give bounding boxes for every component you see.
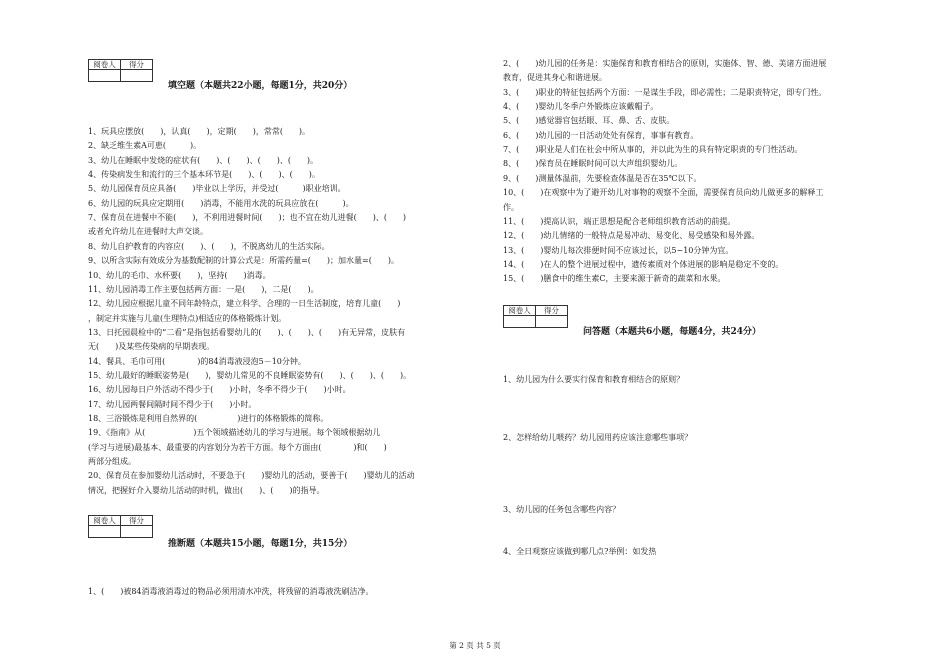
fill-question-line: 7、保育员在进餐中不能( )，不利用进餐时间( )；也不宜在幼儿进餐( )、( ) — [88, 213, 407, 223]
score-box-fill — [88, 59, 153, 82]
reviewer-label: 阅卷人 — [89, 516, 121, 526]
judge-question-line: 14、( )在人的整个进展过程中，遗传素质对个体进展的影响是稳定不变的。 — [503, 259, 784, 269]
fill-question-line: 13、日托园晨检中的“二看”是指包括看婴幼儿的( )、( )、( )有无异常，皮肤有 — [88, 327, 406, 337]
judge-question-line: 作。 — [503, 202, 519, 212]
fill-question-line: 9、以所含实际有效成分为基数配制的计算公式是：所需药量=( )；加水量=( )。 — [88, 256, 399, 266]
fill-question-line: 无( )及某些传染病的早期表现。 — [88, 342, 215, 352]
qa-question-line: 1、幼儿园为什么要实行保育和教育相结合的原则？ — [503, 375, 685, 384]
reviewer-cell — [89, 526, 121, 538]
judge-question-line: 15、( )膳食中的维生素C，主要来源于新奇的蔬菜和水果。 — [503, 274, 726, 284]
judge-question-line: 9、( )测量体温前，先要检查体温是否在35℃以下。 — [503, 173, 702, 183]
section-title-qa: 问答题（本题共6小题，每题4分，共24分） — [583, 327, 762, 337]
fill-question-line: 2、缺乏维生素A可患( )。 — [88, 141, 202, 151]
fill-question-line: 17、幼儿园两餐间隔时间不得少于( )小时。 — [88, 399, 257, 409]
reviewer-cell — [504, 316, 536, 328]
fill-question-line: 5、幼儿园保育员应具备( )毕业以上学历，并受过( )职业培训。 — [88, 184, 346, 194]
fill-question-line: 情况，把握好介入婴幼儿活动的时机，做出( )、( )的指导。 — [88, 485, 325, 495]
qa-question-line: 3、幼儿园的任务包含哪些内容？ — [503, 505, 621, 514]
judge-question-line: 8、( )保育员在睡眠时间可以大声组织婴幼儿。 — [503, 159, 683, 169]
score-cell — [121, 526, 153, 538]
section-title-judge: 推断题（本题共15小题，每题1分，共15分） — [168, 539, 353, 549]
fill-question-line: 6、幼儿园的玩具应定期用( )消毒，不能用水洗的玩具应放在( )。 — [88, 198, 354, 208]
fill-question-line: 20、保育员在参加婴幼儿活动时，不要急于( )婴幼儿的活动，要善于( )婴幼儿的活动 — [88, 471, 415, 481]
judge-question-line: 教育，促进其身心和谐进展。 — [503, 73, 607, 83]
judge-question-line: 3、( )职业的特征包括两个方面：一是谋生手段，即必需性；二是职责特定，即专门性。 — [503, 87, 827, 97]
reviewer-cell — [89, 70, 121, 82]
judge-question-line: 2、( )幼儿园的任务是：实施保育和教育相结合的原则，实施体、智、德、美诸方面进展 — [503, 59, 827, 68]
section-title-fill: 填空题（本题共22小题，每题1分，共20分） — [168, 81, 353, 91]
score-label: 得分 — [121, 60, 153, 70]
judge-question-1: 1、( )被84消毒液消毒过的物品必须用清水冲洗，将残留的消毒液洗刷洁净。 — [88, 587, 374, 596]
score-label: 得分 — [536, 306, 568, 316]
page-footer: 第 2 页 共 5 页 — [449, 641, 501, 650]
judge-question-line: 12、( )幼儿情绪的一般特点是易冲动、易变化、易受感染和易外露。 — [503, 231, 760, 241]
score-cell — [121, 70, 153, 82]
fill-question-line: 或者允许幼儿在进餐时大声交谈。 — [88, 227, 208, 237]
judge-question-line: 10、( )在观察中为了避开幼儿对事物的观察不全面，需要保育员向幼儿做更多的解释工 — [503, 188, 824, 198]
fill-question-line: 12、幼儿园应根据儿童不同年龄特点，建立科学、合理的一日生活制度，培育儿童( ) — [88, 299, 401, 309]
fill-question-line: 18、三浴锻炼是利用自然界的( )进行的体格锻炼的简称。 — [88, 414, 329, 423]
fill-question-line: (学习与进展)最基本、最重要的内容划分为若干方面。每个方面由( )和( ) — [88, 442, 387, 452]
judge-question-line: 13、( )婴幼儿每次排便时间不应该过长，以5~10分钟为宜。 — [503, 245, 734, 255]
judge-question-line: 11、( )提高认识，端正思想是配合老师组织教育活动的前提。 — [503, 216, 736, 226]
judge-question-line: 5、( )感觉器官包括眼、耳、鼻、舌、皮肤。 — [503, 116, 675, 126]
judge-question-line: 6、( )幼儿园的一日活动处处有保育，事事有教育。 — [503, 130, 699, 140]
judge-question-line: 7、( )职业是人们在社会中所从事的，并以此为生的具有特定职责的专门性活动。 — [503, 145, 803, 155]
fill-question-line: ，制定并实施与儿童(生理特点)相适应的体格锻炼计划。 — [88, 313, 287, 323]
fill-question-line: 8、幼儿自护教育的内容应( )、( )，不脱离幼儿的生活实际。 — [88, 241, 330, 251]
qa-question-line: 4、全日观察应该做到哪几点?举例：如发热 — [503, 547, 657, 556]
fill-question-line: 1、玩具应摆放( )，认真( )，定期( )，常常( )。 — [88, 127, 311, 136]
fill-question-line: 19、《指南》从( )五个领域描述幼儿的学习与进展。每个领域根据幼儿 — [88, 428, 381, 438]
qa-question-line: 2、怎样给幼儿喂药？幼儿园用药应该注意哪些事项？ — [503, 433, 693, 442]
score-label: 得分 — [121, 516, 153, 526]
fill-question-line: 15、幼儿最好的睡眠姿势是( )，婴幼儿常见的不良睡眠姿势有( )、( )、( )。 — [88, 370, 412, 380]
reviewer-label: 阅卷人 — [504, 306, 536, 316]
score-box-judge — [88, 515, 153, 538]
fill-question-line: 16、幼儿园每日户外活动不得少于( )小时，冬季不得少于( )小时。 — [88, 385, 351, 395]
reviewer-label: 阅卷人 — [89, 60, 121, 70]
fill-question-line: 11、幼儿园消毒工作主要包括两方面：一是( )，二是( )。 — [88, 284, 319, 294]
score-box-qa — [503, 305, 568, 328]
fill-question-line: 4、传染病发生和流行的三个基本环节是( )、( )、( )。 — [88, 170, 320, 180]
fill-question-line: 3、幼儿在睡眠中发烧的症状有( )、( )、( )、( )。 — [88, 155, 319, 165]
fill-question-line: 10、幼儿的毛巾、水杯要( )，坚持( )消毒。 — [88, 270, 271, 280]
fill-question-line: 14、餐具、毛巾可用( )的84消毒液浸泡5－10分钟。 — [88, 356, 306, 366]
fill-question-line: 两部分组成。 — [88, 457, 136, 467]
judge-question-line: 4、( )婴幼儿冬季户外锻炼应该戴帽子。 — [503, 102, 659, 112]
score-cell — [536, 316, 568, 328]
